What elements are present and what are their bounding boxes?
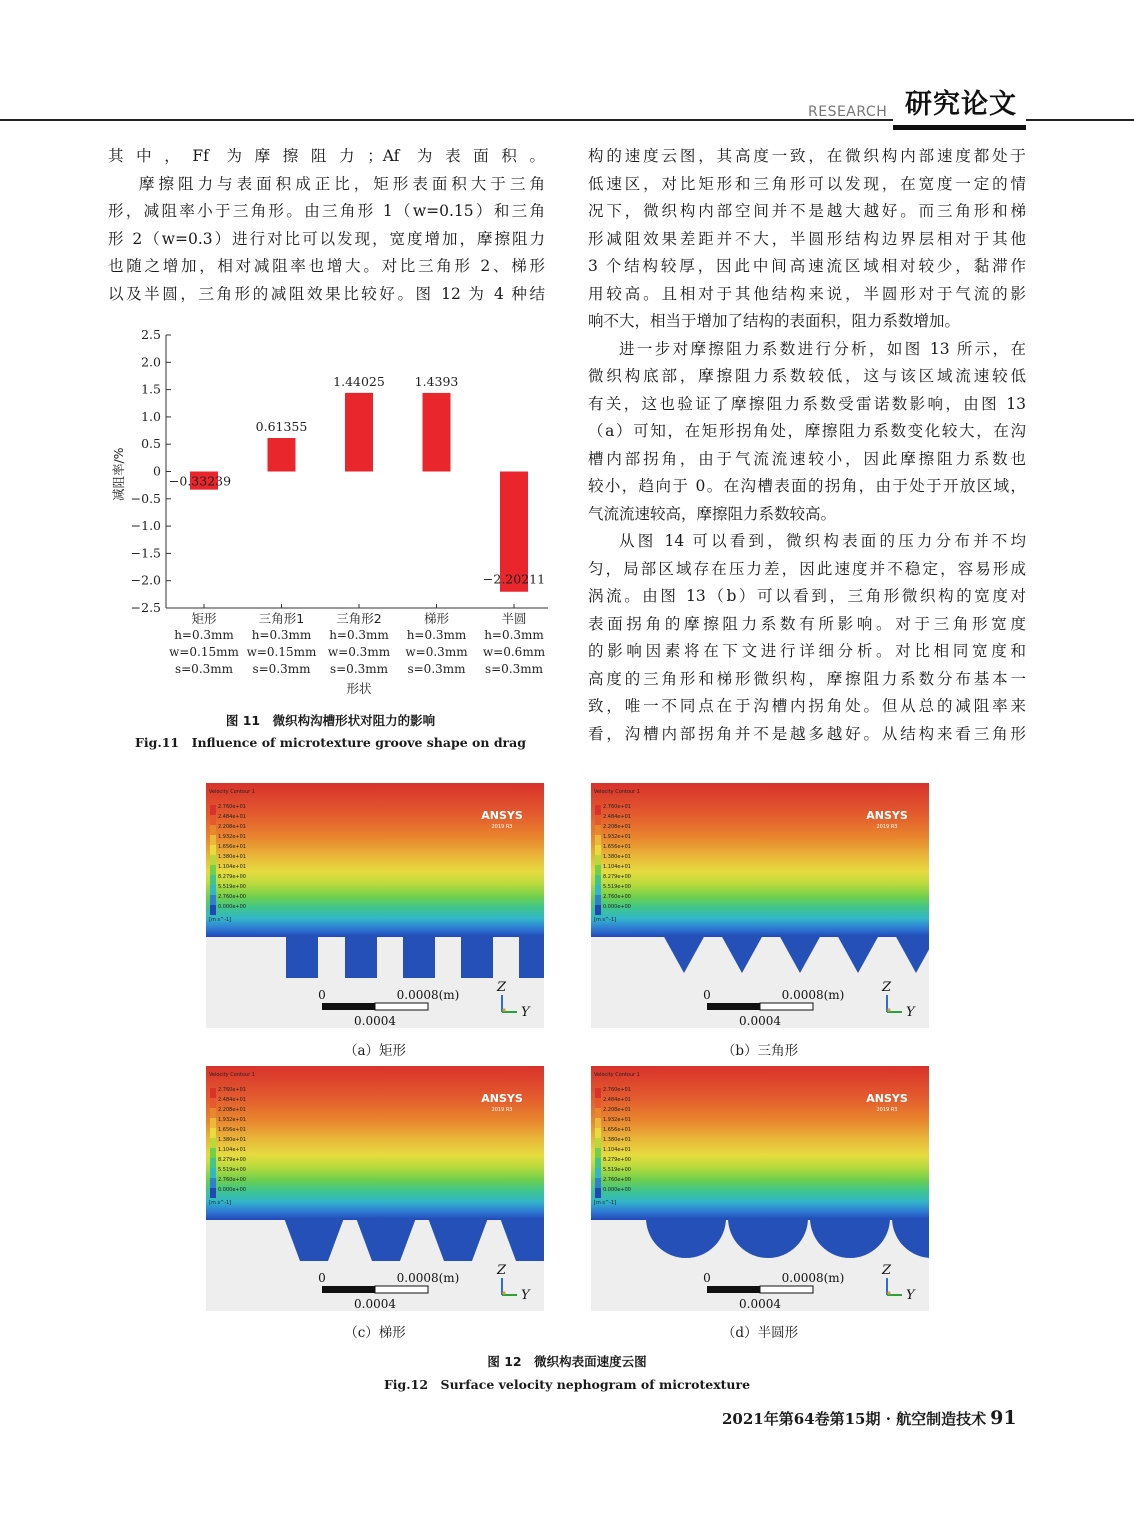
header-title: 研究论文 (905, 89, 1017, 120)
scale-bar-white (760, 1286, 813, 1293)
x-axis-label: 形状 (346, 681, 372, 696)
ansys-logo: ANSYS (481, 809, 523, 822)
scale-zero: 0 (318, 988, 326, 1002)
legend-swatch (595, 1178, 601, 1188)
x-param-label: s=0.3mm (252, 662, 311, 676)
legend-swatch (210, 1178, 216, 1188)
legend-value: 0.000e+00 (218, 904, 246, 910)
scale-zero: 0 (703, 1271, 711, 1285)
x-param-label: h=0.3mm (174, 628, 234, 642)
page-number: 91 (990, 1407, 1017, 1429)
scale-bar-black (707, 1003, 760, 1010)
ansys-logo: ANSYS (866, 1092, 908, 1105)
x-param-label: w=0.3mm (405, 645, 468, 659)
ansys-logo: ANSYS (481, 1092, 523, 1105)
legend-swatch (210, 825, 216, 835)
ansys-logo: ANSYS (866, 809, 908, 822)
subfigure-caption: （d）半圆形 (721, 1325, 799, 1341)
velocity-contour (591, 783, 929, 1028)
scale-bar-white (375, 1286, 428, 1293)
text-line: 响不大，相当于增加了结构的表面积，阻力系数增加。 (588, 312, 961, 330)
legend-swatch (210, 905, 216, 915)
left-column-text (108, 143, 545, 308)
legend-value: 5.519e+00 (603, 1167, 631, 1173)
legend-value: 2.484e+01 (603, 814, 631, 820)
legend-value: 2.208e+01 (218, 824, 246, 830)
y-tick-label: 2.0 (141, 354, 161, 370)
ansys-version: 2019 R3 (491, 824, 513, 830)
legend-unit: [m s^-1] (594, 917, 617, 923)
legend-swatch (210, 1138, 216, 1148)
text-line: 以及半圆，三角形的减阻效果比较好。图 12 为 4 种结 (108, 284, 545, 303)
nephogram-panel (591, 783, 929, 1028)
text-line: 的影响因素将在下文进行详细分析。对比相同宽度和 (588, 642, 1026, 660)
legend-swatch (210, 835, 216, 845)
header-research-label: RESEARCH (808, 104, 888, 120)
axis-z-label: Z (497, 1263, 507, 1278)
fig11-chart (108, 325, 553, 700)
legend-swatch (210, 845, 216, 855)
legend-swatch (595, 1138, 601, 1148)
legend-value: 2.760e+00 (603, 1177, 631, 1183)
legend-value: 1.656e+01 (603, 1127, 631, 1133)
fig12-caption-en: Fig.12 Surface velocity nephogram of microtexture (383, 1377, 751, 1392)
legend-unit: [m s^-1] (209, 1200, 232, 1206)
scale-bar-black (322, 1286, 375, 1293)
x-tick-label: 矩形 (191, 611, 217, 626)
legend-swatch (210, 1188, 216, 1198)
legend-swatch (210, 1118, 216, 1128)
legend-swatch (595, 1188, 601, 1198)
legend-swatch (595, 1118, 601, 1128)
legend-swatch (595, 905, 601, 915)
axis-y-label: Y (521, 1288, 530, 1303)
x-param-label: s=0.3mm (484, 662, 544, 676)
text-line: 有关，这也验证了摩擦阻力系数受雷诺数影响，由图 13 (588, 394, 1026, 413)
ansys-version: 2019 R3 (491, 1107, 513, 1113)
scale-end: 0.0008(m) (781, 988, 845, 1002)
legend-swatch (595, 1128, 601, 1138)
legend-value: 0.000e+00 (218, 1187, 246, 1193)
y-tick-label: 0 (153, 463, 161, 479)
bar-三角形2 (345, 393, 373, 472)
footer-journal: 2021年第64卷第15期 · 航空制造技术 (722, 1410, 987, 1428)
legend-swatch (210, 1148, 216, 1158)
legend-value: 2.208e+01 (603, 824, 631, 830)
scale-bar-white (760, 1003, 813, 1010)
y-tick-label: −0.5 (130, 490, 161, 506)
velocity-contour (206, 1066, 544, 1311)
nephogram-panel (591, 1066, 929, 1311)
data-label: 0.61355 (255, 419, 308, 435)
y-tick-label: 2.5 (141, 327, 161, 342)
y-tick-label: 1.0 (141, 408, 161, 424)
scale-zero: 0 (318, 1271, 326, 1285)
velocity-contour (206, 783, 544, 1028)
fig12-caption-cn: 图 12 微织构表面速度云图 (487, 1354, 647, 1369)
scale-end: 0.0008(m) (781, 1271, 845, 1285)
text-line: 气流流速较高，摩擦阻力系数较高。 (588, 504, 837, 523)
x-param-label: s=0.3mm (329, 662, 389, 676)
text-line: 况下，微织构内部空间并不是越大越好。而三角形和梯 (588, 202, 1026, 220)
axis-origin (502, 1008, 505, 1011)
legend-value: 2.208e+01 (603, 1107, 631, 1113)
text-line: 槽内部拐角，由于气流流速较小，因此摩擦阻力系数也 (588, 449, 1026, 468)
text-line: （a）可知，在矩形拐角处，摩擦阻力系数变化较大，在沟 (588, 422, 1026, 440)
x-param-label: w=0.6mm (482, 645, 546, 659)
text-line: 较小，趋向于 0。在沟槽表面的拐角，由于处于开放区域， (588, 477, 1026, 495)
x-tick-label: 三角形1 (258, 611, 305, 626)
legend-value: 8.279e+00 (218, 1157, 246, 1163)
legend-unit: [m s^-1] (209, 917, 232, 923)
text-line: 看，沟槽内部拐角并不是越多越好。从结构来看三角形 (588, 724, 1026, 743)
x-param-label: h=0.3mm (406, 628, 467, 642)
bar-chart (108, 325, 553, 700)
velocity-contour (591, 1066, 929, 1311)
legend-swatch (595, 825, 601, 835)
scale-mid: 0.0004 (354, 1014, 396, 1028)
legend-value: 8.279e+00 (218, 874, 246, 880)
subfigure-caption: （a）矩形 (343, 1043, 407, 1059)
subfigure-caption: （b）三角形 (721, 1043, 799, 1059)
scale-end: 0.0008(m) (396, 1271, 460, 1285)
legend-title: Velocity Contour 1 (209, 789, 255, 795)
legend-value: 2.760e+00 (603, 894, 631, 900)
data-label: −0.33239 (168, 473, 232, 489)
data-label: −2.20211 (482, 571, 546, 587)
text-line: 低速区，对比矩形和三角形可以发现，在宽度一定的情 (588, 174, 1026, 193)
axis-y-label: Y (906, 1288, 915, 1303)
text-line: 其中，Ff 为摩擦阻力；Af 为表面积。 (108, 147, 545, 165)
data-label: 1.4393 (414, 373, 459, 389)
text-line: 也随之增加，相对减阻率也增大。对比三角形 2、梯形 (108, 257, 545, 275)
scale-mid: 0.0004 (739, 1297, 781, 1311)
legend-swatch (595, 855, 601, 865)
text-line: 形减阻效果差距并不大，半圆形结构边界层相对于其他 (588, 229, 1026, 248)
legend-value: 1.380e+01 (603, 854, 631, 860)
axis-y-label: Y (906, 1005, 915, 1020)
y-tick-label: −1.5 (130, 545, 161, 561)
scale-end: 0.0008(m) (396, 988, 460, 1002)
legend-swatch (595, 1148, 601, 1158)
legend-swatch (595, 895, 601, 905)
x-tick-label: 三角形2 (336, 611, 382, 626)
legend-value: 1.656e+01 (218, 1127, 246, 1133)
scale-bar-black (322, 1003, 375, 1010)
legend-swatch (210, 1108, 216, 1118)
legend-value: 8.279e+00 (603, 1157, 631, 1163)
legend-swatch (210, 805, 216, 815)
legend-value: 1.380e+01 (603, 1137, 631, 1143)
nephogram-panel (206, 783, 544, 1028)
legend-swatch (595, 805, 601, 815)
legend-swatch (595, 1168, 601, 1178)
subfigure-caption: （c）梯形 (344, 1325, 406, 1341)
axis-origin (887, 1291, 890, 1294)
text-line: 形，减阻率小于三角形。由三角形 1（w=0.15）和三角 (108, 202, 545, 220)
axis-z-label: Z (882, 980, 892, 995)
text-line: 构的速度云图，其高度一致，在微织构内部速度都处于 (588, 147, 1026, 165)
legend-swatch (210, 1088, 216, 1098)
fig11-caption-cn: 图 11 微织构沟槽形状对阻力的影响 (225, 713, 436, 728)
legend-value: 1.932e+01 (603, 834, 631, 840)
legend-swatch (210, 855, 216, 865)
x-tick-label: 半圆 (501, 611, 527, 626)
legend-swatch (595, 835, 601, 845)
text-line: 用较高。且相对于其他结构来说，半圆形对于气流的影 (588, 284, 1026, 303)
axis-y-label: Y (521, 1005, 530, 1020)
x-param-label: s=0.3mm (407, 662, 466, 676)
x-param-label: h=0.3mm (329, 628, 389, 642)
x-param-label: h=0.3mm (251, 628, 312, 642)
text-line: 涡流。由图 13（b）可以看到，三角形微织构的宽度对 (588, 587, 1026, 605)
bar-梯形 (423, 393, 451, 472)
legend-unit: [m s^-1] (594, 1200, 617, 1206)
legend-swatch (595, 1158, 601, 1168)
text-line: 摩擦阻力与表面积成正比，矩形表面积大于三角 (139, 174, 545, 193)
x-param-label: w=0.3mm (327, 645, 391, 659)
y-axis-label: 减阻率/% (111, 447, 126, 502)
legend-value: 1.380e+01 (218, 854, 246, 860)
legend-value: 2.760e+00 (218, 894, 246, 900)
legend-value: 1.932e+01 (603, 1117, 631, 1123)
legend-value: 1.104e+01 (218, 1147, 246, 1153)
scale-zero: 0 (703, 988, 711, 1002)
legend-value: 2.484e+01 (218, 1097, 246, 1103)
legend-title: Velocity Contour 1 (594, 1072, 640, 1078)
y-tick-label: −1.0 (130, 518, 161, 534)
legend-swatch (595, 865, 601, 875)
page-footer (722, 1407, 1017, 1429)
x-param-label: w=0.15mm (169, 645, 239, 659)
legend-value: 1.932e+01 (218, 1117, 246, 1123)
legend-value: 2.760e+01 (218, 1087, 246, 1093)
y-tick-label: −2.0 (130, 572, 161, 588)
legend-value: 0.000e+00 (603, 1187, 631, 1193)
text-line: 形 2（w=0.3）进行对比可以发现，宽度增加，摩擦阻力 (108, 229, 545, 248)
nephogram-panel (206, 1066, 544, 1311)
scale-bar-white (375, 1003, 428, 1010)
data-label: 1.44025 (333, 373, 385, 389)
legend-swatch (595, 1108, 601, 1118)
legend-swatch (210, 1158, 216, 1168)
ansys-version: 2019 R3 (876, 824, 898, 830)
text-line: 高度的三角形和梯形微织构，摩擦阻力系数分布基本一 (588, 669, 1026, 688)
legend-swatch (595, 1088, 601, 1098)
legend-value: 2.760e+01 (603, 804, 631, 810)
x-param-label: w=0.15mm (246, 645, 317, 659)
axis-z-label: Z (882, 1263, 892, 1278)
legend-value: 1.380e+01 (218, 1137, 246, 1143)
ansys-version: 2019 R3 (876, 1107, 898, 1113)
legend-value: 1.932e+01 (218, 834, 246, 840)
y-tick-label: 0.5 (141, 436, 161, 452)
legend-title: Velocity Contour 1 (209, 1072, 255, 1078)
text-line: 从图 14 可以看到，微织构表面的压力分布并不均 (619, 532, 1026, 550)
legend-value: 5.519e+00 (218, 884, 246, 890)
right-column-text (588, 143, 1026, 748)
x-param-label: h=0.3mm (484, 628, 544, 642)
legend-value: 2.484e+01 (603, 1097, 631, 1103)
text-line: 表面拐角的摩擦阻力系数有所影响。对于三角形宽度 (588, 614, 1026, 633)
x-tick-label: 梯形 (423, 611, 450, 626)
legend-value: 2.760e+00 (218, 1177, 246, 1183)
legend-swatch (595, 845, 601, 855)
legend-value: 8.279e+00 (603, 874, 631, 880)
text-line: 微织构底部，摩擦阻力系数较低，这与该区域流速较低 (588, 367, 1026, 385)
legend-value: 1.104e+01 (218, 864, 246, 870)
scale-mid: 0.0004 (739, 1014, 781, 1028)
text-line: 进一步对摩擦阻力系数进行分析，如图 13 所示，在 (619, 339, 1026, 358)
scale-bar-black (707, 1286, 760, 1293)
legend-value: 5.519e+00 (603, 884, 631, 890)
legend-swatch (210, 885, 216, 895)
legend-value: 0.000e+00 (603, 904, 631, 910)
legend-swatch (210, 895, 216, 905)
legend-value: 1.104e+01 (603, 1147, 631, 1153)
legend-swatch (595, 1098, 601, 1108)
legend-swatch (210, 1168, 216, 1178)
legend-swatch (210, 815, 216, 825)
legend-value: 2.208e+01 (218, 1107, 246, 1113)
legend-swatch (595, 885, 601, 895)
legend-swatch (595, 875, 601, 885)
legend-value: 5.519e+00 (218, 1167, 246, 1173)
text-line: 匀，局部区域存在压力差，因此速度并不稳定，容易形成 (588, 559, 1026, 578)
axis-origin (502, 1291, 505, 1294)
legend-swatch (210, 1098, 216, 1108)
legend-title: Velocity Contour 1 (594, 789, 640, 795)
legend-swatch (210, 875, 216, 885)
legend-value: 2.760e+01 (218, 804, 246, 810)
legend-value: 2.760e+01 (603, 1087, 631, 1093)
legend-value: 1.656e+01 (603, 844, 631, 850)
x-param-label: s=0.3mm (174, 662, 234, 676)
legend-swatch (210, 865, 216, 875)
legend-value: 1.104e+01 (603, 864, 631, 870)
y-tick-label: −2.5 (130, 600, 161, 615)
axis-z-label: Z (497, 980, 507, 995)
axis-origin (887, 1008, 890, 1011)
legend-swatch (595, 815, 601, 825)
text-line: 3 个结构较厚，因此中间高速流区域相对较少，黏滞作 (588, 257, 1026, 275)
scale-mid: 0.0004 (354, 1297, 396, 1311)
y-tick-label: 1.5 (141, 381, 161, 397)
legend-value: 1.656e+01 (218, 844, 246, 850)
bar-三角形1 (268, 438, 296, 471)
text-line: 致，唯一不同点在于沟槽内拐角处。但从总的减阻率来 (588, 697, 1026, 715)
legend-swatch (210, 1128, 216, 1138)
legend-value: 2.484e+01 (218, 814, 246, 820)
fig11-caption-en: Fig.11 Influence of microtexture groove shape on drag (135, 735, 526, 750)
